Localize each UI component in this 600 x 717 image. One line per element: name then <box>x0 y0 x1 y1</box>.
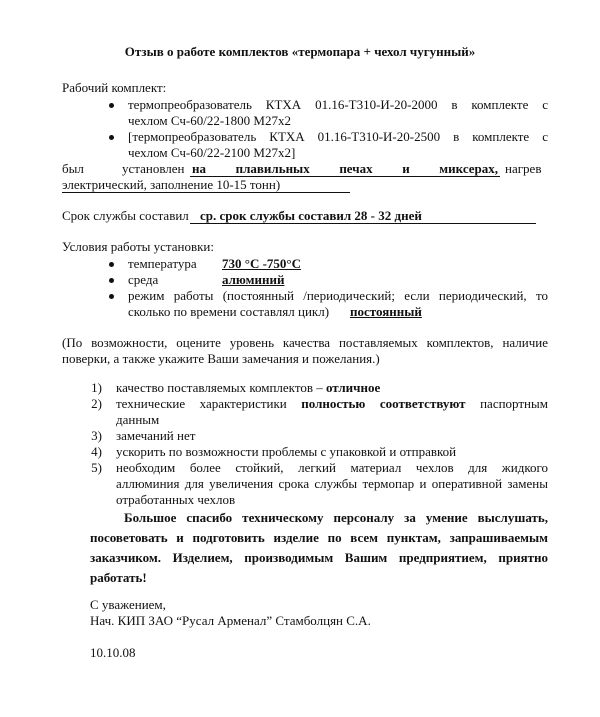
feedback-item-1-bold: отличное <box>325 380 381 395</box>
mode-value: постоянный <box>350 304 422 319</box>
service-underline <box>190 223 536 224</box>
feedback-number: 1) <box>91 380 102 395</box>
conditions-label: Условия работы установки: <box>62 239 214 254</box>
service-label: Срок службы составил <box>62 208 189 223</box>
feedback-number: 2) <box>91 396 102 411</box>
feedback-item-1 <box>116 380 380 396</box>
kit-item2-line2: чехлом Сч-60/22-2100 М27х2] <box>128 145 296 160</box>
feedback-item-5-line1: необходим более стойкий, легкий материал чехлов для жидкого <box>116 460 548 475</box>
feedback-item-5-line2: аллюминия для увеличения срока службы термопар и оперативной замены <box>116 476 548 491</box>
kit-item1-line2: чехлом Сч-60/22-1800 М27х2 <box>128 113 291 128</box>
feedback-item-5-line3: отработанных чехлов <box>116 492 236 507</box>
feedback-number: 4) <box>91 444 102 459</box>
kit-item2-line1: [термопреобразователь КТХА 01.16-Т310-И-20-2500 в комплекте с <box>128 129 548 144</box>
bullet-icon <box>109 294 114 299</box>
temp-value: 730 °С -750°С <box>222 256 302 271</box>
feedback-item-3: замечаний нет <box>116 428 196 443</box>
feedback-item-2-text-c: паспортным <box>465 396 548 411</box>
install-location: на плавильных печах и миксерах, <box>192 161 498 176</box>
mode-line2: сколько по времени составлял цикл) <box>128 304 330 319</box>
feedback-item-2-bold: полностью соответствуют <box>301 396 466 411</box>
bullet-icon <box>109 135 114 140</box>
service-value: ср. срок службы составил 28 - 32 дней <box>200 208 422 223</box>
request-line1: (По возможности, оцените уровень качества поставляемых комплектов, наличие <box>62 335 548 350</box>
install-word-installed: установлен <box>122 161 185 176</box>
document-title: Отзыв о работе комплектов «термопара + чехол чугунный» <box>124 44 476 59</box>
closing-paragraph: Большое спасибо техническому персоналу за умение выслушать, посоветовать и подготовить изделие по всем пунктам, запрашиваемым заказчиком. Изделием, производимым Вашим предприятием, приятно работать! <box>90 510 548 585</box>
request-line2: поверки, а также укажите Ваши замечания и пожелания.) <box>62 351 380 366</box>
medium-value: алюминий <box>222 272 285 287</box>
install-line2: электрический, заполнение 10-15 тонн) <box>62 177 281 192</box>
feedback-number: 5) <box>91 460 102 475</box>
feedback-item-1-text: качество поставляемых комплектов – <box>116 380 326 395</box>
feedback-item-2-line1 <box>116 396 548 412</box>
mode-line1: режим работы (постоянный /периодический; если периодический, то <box>128 288 548 303</box>
signer: Нач. КИП ЗАО “Русал Арменал” Стамболцян С.А. <box>90 613 371 628</box>
date: 10.10.08 <box>90 645 136 660</box>
install-word-heating: нагрев <box>505 161 542 176</box>
bullet-icon <box>109 262 114 267</box>
kit-item1-line1: термопреобразователь КТХА 01.16-Т310-И-20-2000 в комплекте с <box>128 97 548 112</box>
feedback-item-2-line2: данным <box>116 412 160 427</box>
medium-label: среда <box>128 272 159 287</box>
feedback-number: 3) <box>91 428 102 443</box>
kit-label: Рабочий комплект: <box>62 80 167 95</box>
bullet-icon <box>109 103 114 108</box>
install-word-was: был <box>62 161 84 176</box>
bullet-icon <box>109 278 114 283</box>
feedback-item-4: ускорить по возможности проблемы с упаковкой и отправкой <box>116 444 457 459</box>
install-line2-underline <box>62 192 350 193</box>
temp-label: температура <box>128 256 197 271</box>
regards: С уважением, <box>90 597 166 612</box>
feedback-item-2-text-a: технические характеристики <box>116 396 302 411</box>
